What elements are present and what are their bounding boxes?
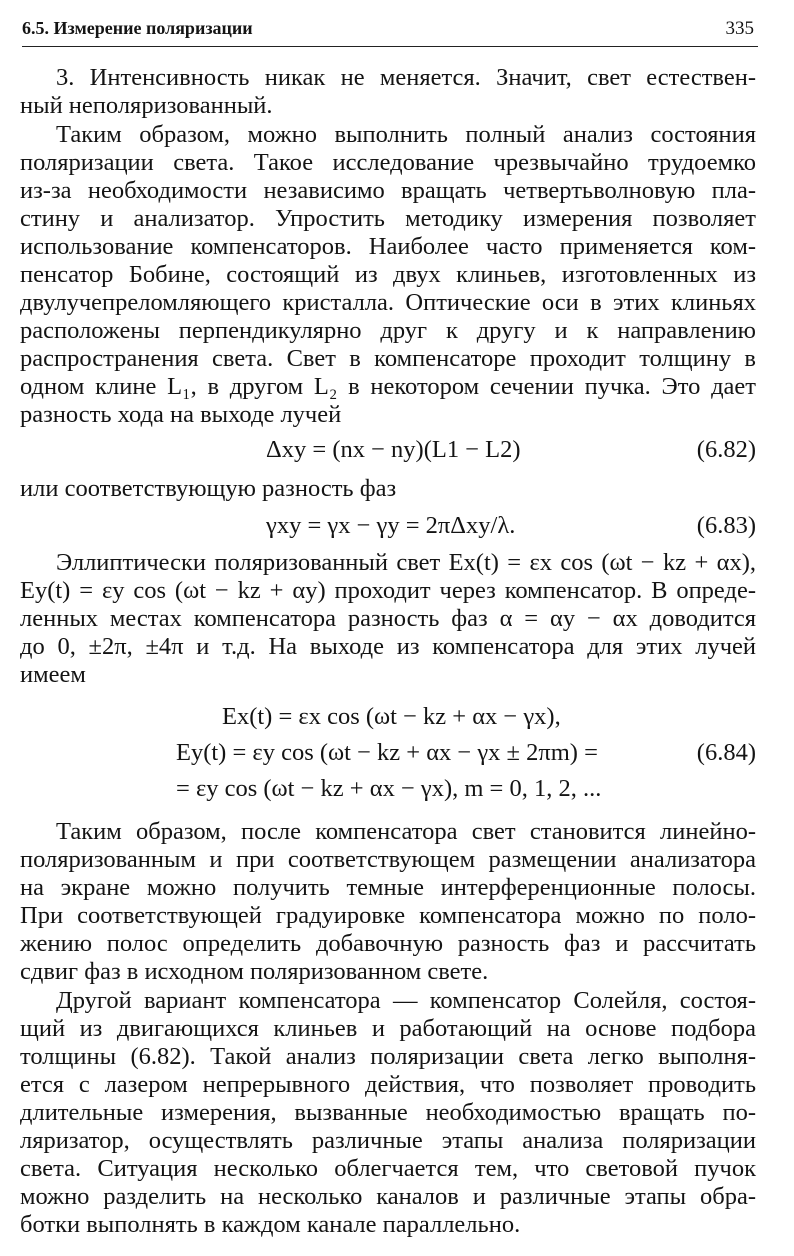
- text-line: расположены перпендикулярно друг к другу и к направлению: [20, 317, 756, 344]
- equation-number: (6.82): [696, 436, 756, 463]
- text-line: стину и анализатор. Упростить методику измерения позволяет: [20, 205, 756, 232]
- text-line: Таким образом, после компенсатора свет становится линейно-: [56, 818, 756, 845]
- text-line: ляризатор, осуществлять различные этапы анализа поляризации: [20, 1127, 756, 1154]
- page-number: 335: [725, 18, 754, 39]
- text-line: Эллиптически поляризованный свет Ex(t) = εx cos (ωt − kz + αx),: [56, 549, 756, 576]
- text-line: можно разделить на несколько каналов и различные этапы обра-: [20, 1183, 756, 1210]
- text-line: толщины (6.82). Такой анализ поляризации света легко выполня-: [20, 1043, 756, 1070]
- text-line: или соответствующую разность фаз: [20, 475, 397, 502]
- equation-6-83: [266, 512, 515, 540]
- equation-6-82: [266, 436, 521, 464]
- equation-text: γxy = γx − γy = 2πΔxy/λ.: [266, 512, 516, 539]
- text-line: Ey(t) = εy cos (ωt − kz + αy) проходит через компенсатор. В опреде-: [20, 577, 756, 604]
- section-title: 6.5. Измерение поляризации: [22, 18, 253, 38]
- text-line: двулучепреломляющего кристалла. Оптические оси в этих клиньях: [20, 289, 756, 316]
- text-line: распространения света. Свет в компенсаторе проходит толщину в: [20, 345, 756, 372]
- equation-number: (6.83): [696, 512, 756, 539]
- equation-6-84-line-2: Ey(t) = εy cos (ωt − kz + αx − γx ± 2πm) =: [176, 739, 598, 766]
- text-line: пенсатор Бобине, состоящий из двух клиньев, изготовленных из: [20, 261, 756, 288]
- text-line: При соответствующей градуировке компенсатора можно по поло-: [20, 902, 756, 929]
- text-line: поляризации света. Такое исследование чрезвычайно трудоемко: [20, 149, 756, 176]
- equation-text: Δxy = (nx − ny)(L1 − L2): [266, 436, 521, 463]
- text-line: одном клине L₁, в другом L₂ в некотором сечении пучка. Это дает: [20, 373, 756, 400]
- text-line: Другой вариант компенсатора — компенсатор Солейля, состоя-: [56, 987, 756, 1014]
- text-line: из-за необходимости независимо вращать четвертьволновую пла-: [20, 177, 756, 204]
- text-line: использование компенсаторов. Наиболее часто применяется ком-: [20, 233, 756, 260]
- text-line: света. Ситуация несколько облегчается тем, что световой пучок: [20, 1155, 756, 1182]
- text-line: до 0, ±2π, ±4π и т.д. На выходе из компенсатора для этих лучей: [20, 633, 756, 660]
- equation-number: (6.84): [696, 739, 756, 766]
- text-line: имеем: [20, 661, 86, 688]
- equation-6-84-line-1: Ex(t) = εx cos (ωt − kz + αx − γx),: [222, 703, 561, 730]
- text-line: длительные измерения, вызванные необходимостью вращать по-: [20, 1099, 756, 1126]
- text-line: ботки выполнять в каждом канале параллельно.: [20, 1211, 521, 1238]
- text-line: сдвиг фаз в исходном поляризованном свете.: [20, 958, 489, 985]
- equation-6-84-line-3: = εy cos (ωt − kz + αx − γx), m = 0, 1, 2, ...: [176, 775, 602, 802]
- text-line: на экране можно получить темные интерференционные полосы.: [20, 874, 756, 901]
- text-line: щий из двигающихся клиньев и работающий на основе подбора: [20, 1015, 756, 1042]
- text-line: Таким образом, можно выполнить полный анализ состояния: [56, 121, 756, 148]
- running-header: [22, 16, 758, 47]
- text-line: ется с лазером непрерывного действия, что позволяет проводить: [20, 1071, 756, 1098]
- text-line: ный неполяризованный.: [20, 92, 273, 119]
- text-line: разность хода на выходе лучей: [20, 401, 342, 428]
- text-line: жению полос определить добавочную разность фаз и рассчитать: [20, 930, 756, 957]
- text-line: 3. Интенсивность никак не меняется. Значит, свет естествен-: [56, 64, 756, 91]
- text-line: ленных местах компенсатора разность фаз α = αy − αx доводится: [20, 605, 756, 632]
- text-line: поляризованным и при соответствующем размещении анализатора: [20, 846, 756, 873]
